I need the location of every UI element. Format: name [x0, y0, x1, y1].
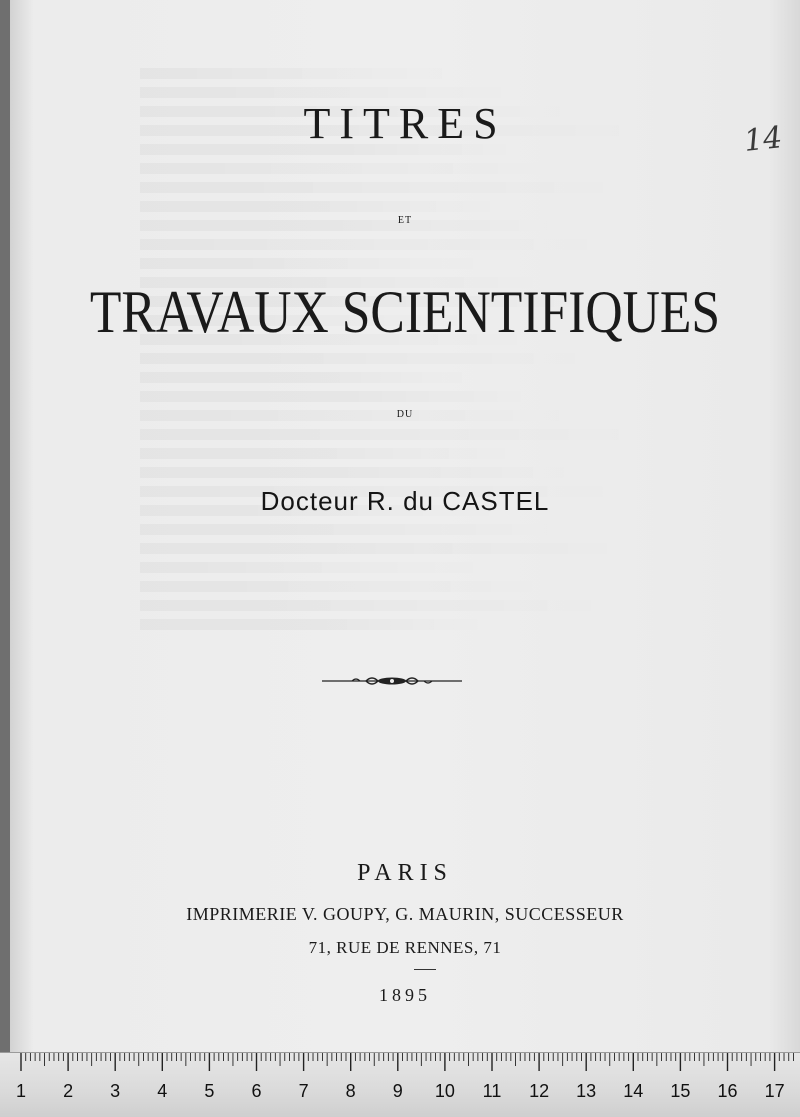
bleed-line	[140, 619, 700, 630]
bleed-line	[140, 467, 700, 478]
ruler-ticks	[0, 1053, 800, 1083]
printer-address: 71, RUE DE RENNES, 71	[308, 938, 502, 957]
ruler-number: 3	[110, 1081, 121, 1101]
bleed-line	[140, 87, 700, 98]
bleed-line	[140, 182, 700, 193]
ruler-number: 13	[576, 1081, 597, 1101]
bleed-line	[140, 372, 700, 383]
measuring-ruler	[0, 1052, 800, 1117]
bleed-line	[140, 562, 700, 573]
bleed-line	[140, 391, 700, 402]
ruler-number: 6	[251, 1081, 262, 1101]
publication-year: 1895	[379, 985, 431, 1005]
title: TITRES	[303, 99, 507, 148]
bleed-line	[140, 163, 700, 174]
ruler-number: 14	[623, 1081, 644, 1101]
ruler-number: 2	[63, 1081, 74, 1101]
printer-name: IMPRIMERIE V. GOUPY, G. MAURIN, SUCCESSEUR	[186, 904, 624, 924]
ruler-number: 7	[298, 1081, 309, 1101]
bleed-line	[140, 581, 700, 592]
ruler-number: 17	[764, 1081, 785, 1101]
ornament-divider	[322, 674, 462, 688]
ruler-number: 4	[157, 1081, 168, 1101]
folio-number: 14	[742, 120, 784, 159]
bleed-line	[140, 524, 700, 535]
ruler-number: 16	[717, 1081, 738, 1101]
bleed-line	[140, 353, 700, 364]
short-rule	[414, 969, 436, 970]
bleed-line	[140, 600, 700, 611]
publication-city: PARIS	[357, 860, 453, 886]
bleed-line	[140, 68, 700, 79]
ruler-number: 11	[482, 1081, 502, 1101]
ruler-number: 10	[434, 1081, 455, 1101]
ruler-number: 5	[204, 1081, 215, 1101]
bleed-line	[140, 543, 700, 554]
author-name: Docteur R. du CASTEL	[260, 486, 550, 516]
ruler-number: 15	[670, 1081, 691, 1101]
ruler-number: 8	[345, 1081, 356, 1101]
connector-et: ET	[397, 215, 413, 226]
bleed-line	[140, 429, 700, 440]
bleed-line	[140, 239, 700, 250]
bleed-line	[140, 201, 700, 212]
ruler-number: 12	[529, 1081, 550, 1101]
document-page	[10, 0, 800, 1058]
ruler-number: 1	[15, 1081, 27, 1101]
bleed-line	[140, 258, 700, 269]
subtitle: TRAVAUX SCIENTIFIQUES	[89, 279, 721, 345]
connector-du: DU	[396, 409, 414, 420]
ruler-number: 9	[392, 1081, 403, 1101]
bleed-line	[140, 448, 700, 459]
